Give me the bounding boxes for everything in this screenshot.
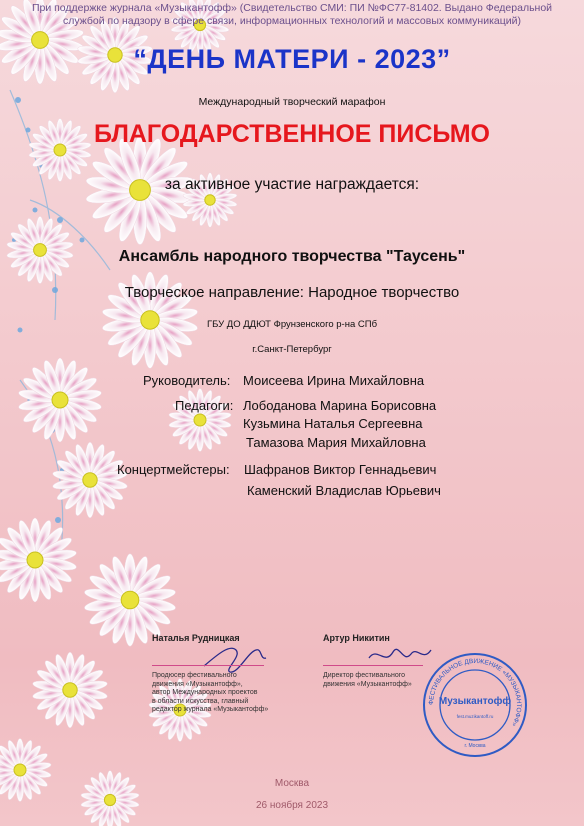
publisher-note-line-1: При поддержке журнала «Музыкантофф» (Свидетельство СМИ: ПИ №ФС77-81402. Выдано Федеральной — [31, 2, 553, 14]
page-title: “ДЕНЬ МАТЕРИ - 2023” — [133, 44, 451, 74]
signer2-description — [323, 672, 412, 689]
teacher-name: Лободанова Марина Борисовна — [243, 398, 437, 413]
accompanist-name: Каменский Владислав Юрьевич — [247, 483, 441, 498]
signer2-line — [323, 665, 423, 666]
teacher-name: Кузьмина Наталья Сергеевна — [243, 416, 423, 431]
signer2-name: Артур Никитин — [323, 633, 390, 643]
footer-date: 26 ноября 2023 — [255, 800, 329, 811]
signer1-desc-line: редактор журнала «Музыкантофф» — [152, 706, 269, 713]
signer1-desc-line: Продюсер фестивального — [152, 672, 237, 679]
stamp-site-text: fest.muzikantoff.ru — [456, 714, 494, 719]
publisher-note — [0, 2, 584, 28]
leader-name: Моисеева Ирина Михайловна — [243, 373, 425, 388]
signer1-desc-line: автор Международных проектов — [152, 689, 258, 696]
daisy-flower — [32, 652, 108, 728]
creative-direction: Творческое направление: Народное творчество — [124, 284, 460, 301]
accompanist-name: Шафранов Виктор Геннадьевич — [244, 462, 437, 477]
leader-label: Руководитель: — [143, 373, 231, 388]
recipient-city: г.Санкт-Петербург — [252, 344, 332, 355]
stamp-city-text: г. Москва — [464, 743, 486, 749]
signer2-desc-line: движения «Музыкантофф» — [323, 680, 412, 688]
stamp-ring-text: ФЕСТИВАЛЬНОЕ ДВИЖЕНИЕ «МУЗЫКАНТОФФ» — [427, 657, 523, 728]
teachers-label: Педагоги: — [175, 398, 234, 413]
publisher-note-line-2: службой по надзору в сфере связи, информационных технологий и массовых коммуникаций) — [63, 15, 521, 27]
signer1-line — [152, 665, 264, 666]
daisy-flower — [52, 442, 128, 518]
award-for-text: за активное участие награждается: — [164, 176, 420, 193]
daisy-flower — [0, 518, 77, 602]
teacher-name: Тамазова Мария Михайловна — [246, 435, 426, 450]
signer1-signature — [200, 640, 270, 676]
accompanists-label: Концертмейстеры: — [117, 462, 230, 477]
organization: ГБУ ДО ДДЮТ Фрунзенского р-на СПб — [206, 319, 378, 330]
signer1-desc-line: в области искусства, главный — [152, 697, 249, 705]
award-heading: БЛАГОДАРСТВЕННОЕ ПИСЬМО — [93, 120, 491, 148]
organization-stamp — [420, 650, 530, 760]
footer-city: Москва — [274, 778, 310, 789]
daisy-flower — [0, 739, 52, 802]
signer1-name: Наталья Рудницкая — [152, 633, 240, 643]
signer1-description — [152, 672, 268, 715]
signer1-desc-line: движения «Музыкантофф», — [152, 680, 243, 688]
signer2-desc-line: Директор фестивального — [323, 672, 406, 679]
event-subtitle: Международный творческий марафон — [198, 96, 386, 108]
stamp-center-text: Музыкантофф — [438, 696, 512, 707]
recipient-name: Ансамбль народного творчества "Таусень" — [118, 248, 466, 265]
